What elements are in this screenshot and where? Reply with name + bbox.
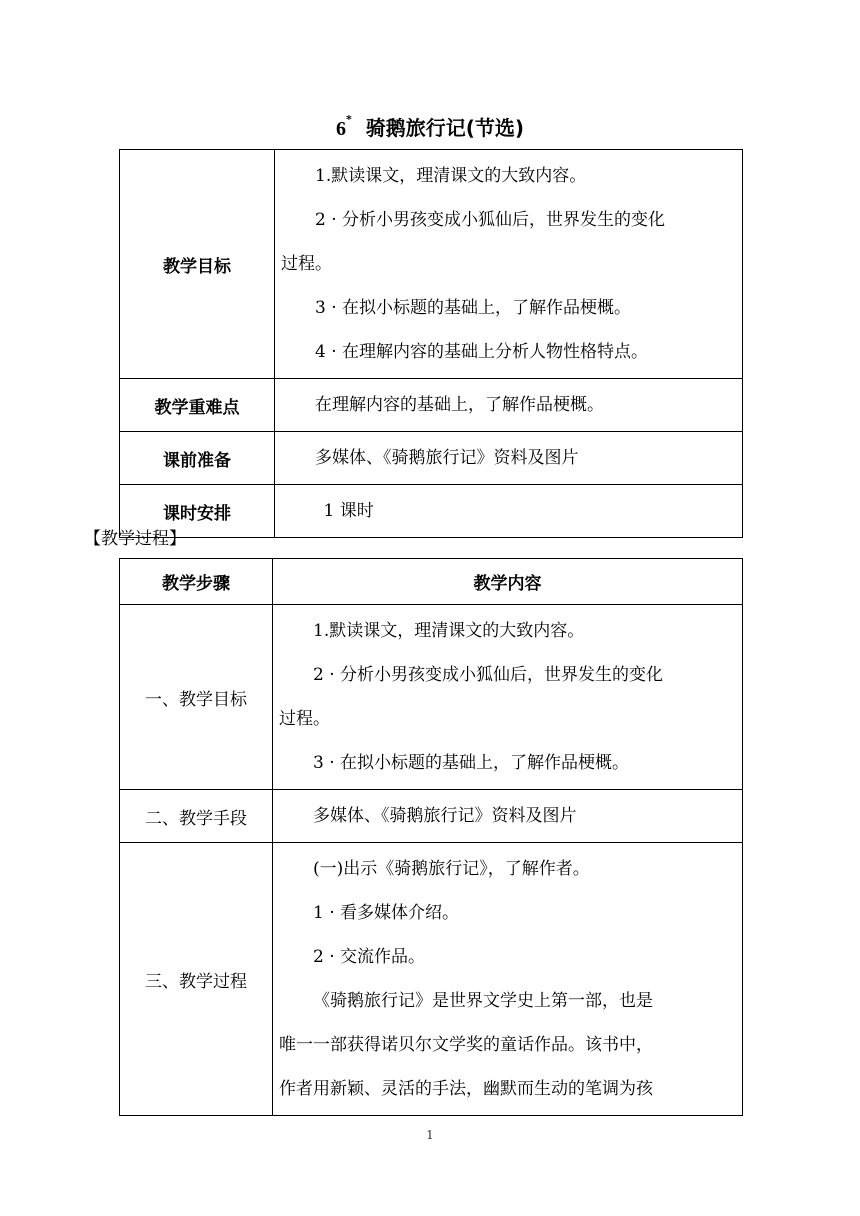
table-row bbox=[120, 790, 743, 843]
content-line: 1 课时 bbox=[323, 501, 374, 521]
row-label: 三、教学过程 bbox=[120, 843, 273, 1116]
table-row bbox=[120, 843, 743, 1116]
content-line: (一)出示《骑鹅旅行记》，了解作者。 bbox=[313, 859, 590, 879]
content-line: 3 · 在拟小标题的基础上，了解作品梗概。 bbox=[313, 753, 630, 773]
table-row bbox=[120, 605, 743, 790]
lesson-title: 骑鹅旅行记(节选) bbox=[365, 116, 525, 140]
content-line: 3 · 在拟小标题的基础上，了解作品梗概。 bbox=[315, 298, 632, 318]
row-label: 课时安排 bbox=[120, 485, 275, 538]
row-content bbox=[273, 843, 743, 1116]
content-line: 1.默读课文，理清课文的大致内容。 bbox=[313, 621, 585, 641]
row-label: 课前准备 bbox=[120, 432, 275, 485]
row-content bbox=[273, 790, 743, 843]
table-header-row bbox=[120, 559, 743, 605]
column-header: 教学内容 bbox=[273, 559, 743, 605]
row-content bbox=[275, 485, 743, 538]
section-label: 【教学过程】 bbox=[84, 529, 186, 549]
table-row bbox=[120, 379, 743, 432]
row-content bbox=[273, 605, 743, 790]
row-label: 二、教学手段 bbox=[120, 790, 273, 843]
content-line: 2 · 交流作品。 bbox=[313, 947, 426, 967]
page-number: 1 bbox=[426, 1128, 434, 1142]
row-content bbox=[275, 432, 743, 485]
row-label: 教学目标 bbox=[120, 150, 275, 379]
overview-table bbox=[119, 149, 743, 538]
process-table bbox=[119, 558, 743, 1116]
row-content bbox=[275, 150, 743, 379]
content-line: 4 · 在理解内容的基础上分析人物性格特点。 bbox=[315, 342, 649, 362]
column-header: 教学步骤 bbox=[120, 559, 273, 605]
content-line: 唯一一部获得诺贝尔文学奖的童话作品。该书中， bbox=[279, 1035, 653, 1055]
content-line: 2 · 分析小男孩变成小狐仙后，世界发生的变化 bbox=[315, 210, 666, 230]
table-row bbox=[120, 485, 743, 538]
table-row bbox=[120, 150, 743, 379]
content-line: 作者用新颖、灵活的手法，幽默而生动的笔调为孩 bbox=[279, 1079, 653, 1099]
row-content bbox=[275, 379, 743, 432]
content-line: 过程。 bbox=[281, 254, 332, 274]
content-line: 多媒体、《骑鹅旅行记》资料及图片 bbox=[313, 806, 577, 826]
content-line: 1.默读课文，理清课文的大致内容。 bbox=[315, 166, 587, 186]
optional-mark: * bbox=[345, 113, 352, 127]
content-line: 过程。 bbox=[279, 709, 330, 729]
content-line: 《骑鹅旅行记》是世界文学史上第一部，也是 bbox=[313, 991, 653, 1011]
row-label: 一、教学目标 bbox=[120, 605, 273, 790]
page-title bbox=[0, 112, 860, 141]
row-label: 教学重难点 bbox=[120, 379, 275, 432]
lesson-number: 6 bbox=[335, 118, 346, 140]
content-line: 2 · 分析小男孩变成小狐仙后，世界发生的变化 bbox=[313, 665, 664, 685]
table-row bbox=[120, 432, 743, 485]
content-line: 多媒体、《骑鹅旅行记》资料及图片 bbox=[315, 448, 579, 468]
content-line: 在理解内容的基础上，了解作品梗概。 bbox=[315, 395, 604, 415]
content-line: 1 · 看多媒体介绍。 bbox=[313, 903, 460, 923]
